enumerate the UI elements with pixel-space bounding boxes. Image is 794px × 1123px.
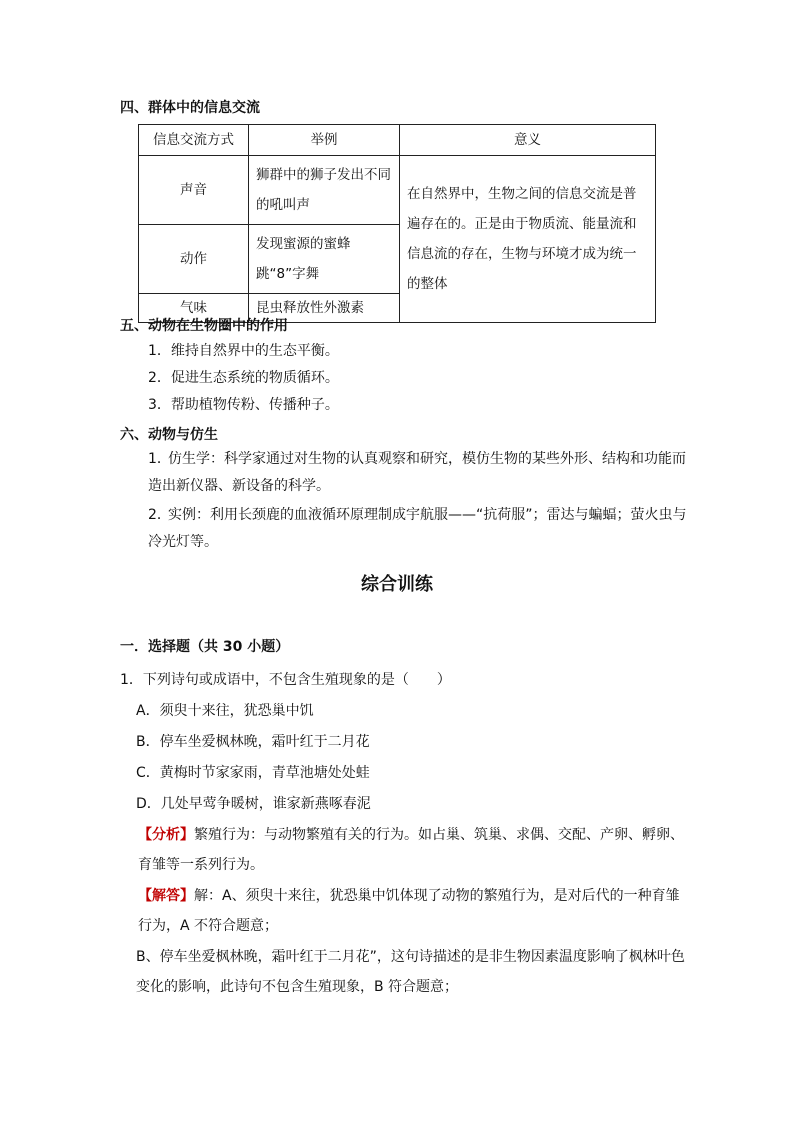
table-cell-mode: 气味 — [139, 294, 249, 323]
list-item-text: 实例：利用长颈鹿的血液循环原理制成宇航服——“抗荷服”；雷达与蝙蝠；萤火虫与冷光灯等。 — [148, 507, 687, 550]
section-heading-animal-role: 五、动物在生物圈中的作用 — [120, 318, 288, 334]
table-cell-example: 发现蜜源的蜜蜂跳“8”字舞 — [249, 225, 400, 294]
table-header-cell: 信息交流方式 — [139, 125, 249, 156]
list-item-text: 仿生学：科学家通过对生物的认真观察和研究，模仿生物的某些外形、结构和功能而造出新仪器、新设备的科学。 — [148, 451, 686, 494]
list-item — [148, 446, 688, 500]
question-stem: 1．下列诗句或成语中，不包含生殖现象的是（ ） — [120, 672, 451, 688]
list-item: 3．帮助植物传粉、传播种子。 — [148, 397, 339, 413]
section-heading-bionics: 六、动物与仿生 — [120, 427, 218, 443]
list-item: 1．维持自然界中的生态平衡。 — [148, 343, 339, 359]
option-a: A．须臾十来往，犹恐巢中饥 — [136, 703, 314, 719]
answer-paragraph-b: B、停车坐爱枫林晚，霜叶红于二月花”，这句诗描述的是非生物因素温度影响了枫林叶色变化的影响，此诗句不包含生殖现象，B 符合题意； — [136, 949, 685, 995]
table-row — [139, 156, 656, 225]
list-item: 2．促进生态系统的物质循环。 — [148, 370, 339, 386]
table-cell-mode: 声音 — [139, 156, 249, 225]
analysis-paragraph — [138, 820, 688, 880]
option-c: C．黄梅时节家家雨，青草池塘处处蛙 — [136, 765, 370, 781]
table-cell-mode: 动作 — [139, 225, 249, 294]
info-exchange-table — [138, 124, 656, 323]
section-heading-info-exchange: 四、群体中的信息交流 — [120, 100, 260, 116]
section-title: 综合训练 — [361, 574, 433, 595]
analysis-text: 繁殖行为：与动物繁殖有关的行为。如占巢、筑巢、求偶、交配、产卵、孵卵、育雏等一系列行为。 — [138, 827, 684, 873]
table-header-cell: 意义 — [400, 125, 656, 156]
answer-paragraph — [138, 881, 688, 941]
option-b: B．停车坐爱枫林晚，霜叶红于二月花 — [136, 734, 370, 750]
analysis-tag: 【分析】 — [138, 827, 194, 843]
table-cell-example: 狮群中的狮子发出不同的吼叫声 — [249, 156, 400, 225]
table-cell-example: 昆虫释放性外激素 — [249, 294, 400, 323]
answer-text: 解：A、须臾十来往，犹恐巢中饥体现了动物的繁殖行为，是对后代的一种育雏行为，A 不符合题意； — [138, 888, 680, 934]
option-d: D．几处早莺争暖树，谁家新燕啄春泥 — [136, 796, 371, 812]
table-cell-meaning: 在自然界中，生物之间的信息交流是普遍存在的。正是由于物质流、能量流和信息流的存在，生物与环境才成为统一的整体 — [400, 156, 656, 323]
table-header-cell: 举例 — [249, 125, 400, 156]
choice-heading: 一．选择题（共 30 小题） — [120, 639, 290, 655]
list-item-number: 1． — [148, 451, 171, 467]
list-item-number: 2． — [148, 507, 171, 523]
table-header-row — [139, 125, 656, 156]
list-item — [148, 502, 688, 556]
answer-tag: 【解答】 — [138, 888, 194, 904]
